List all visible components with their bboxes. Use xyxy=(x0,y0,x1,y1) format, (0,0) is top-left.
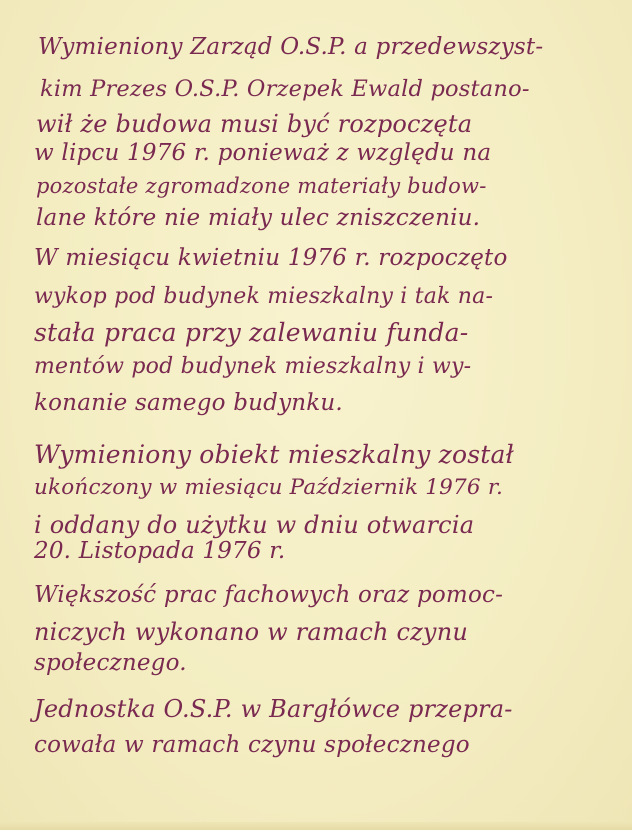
text-line-8: wykop pod budynek mieszkalny i tak na- xyxy=(34,284,494,309)
text-line-17: niczych wykonano w ramach czynu xyxy=(34,618,469,646)
text-line-16: Większość prac fachowych oraz pomoc- xyxy=(34,582,504,608)
text-line-19: Jednostka O.S.P. w Bargłówce przepra- xyxy=(34,695,513,723)
text-line-7: W miesiącu kwietniu 1976 r. rozpoczęto xyxy=(34,245,508,271)
text-line-5: pozostałe zgromadzone materiały budow- xyxy=(36,174,487,198)
text-line-14: i oddany do użytku w dniu otwarcia xyxy=(34,511,475,539)
text-line-15: 20. Listopada 1976 r. xyxy=(34,538,286,564)
text-line-4: w lipcu 1976 r. ponieważ z względu na xyxy=(34,140,492,166)
text-line-10: mentów pod budynek mieszkalny i wy- xyxy=(34,354,472,379)
text-line-11: konanie samego budynku. xyxy=(34,390,343,416)
text-line-18: społecznego. xyxy=(34,650,187,676)
text-line-20: cowała w ramach czynu społecznego xyxy=(34,732,470,758)
text-line-9: stała praca przy zalewaniu funda- xyxy=(34,318,469,347)
text-line-1: Wymieniony Zarząd O.S.P. a przedewszyst- xyxy=(38,34,544,60)
text-line-12: Wymieniony obiekt mieszkalny został xyxy=(34,440,514,469)
text-line-13: ukończony w miesiącu Październik 1976 r. xyxy=(34,475,503,500)
text-line-2: kim Prezes O.S.P. Orzepek Ewald postano- xyxy=(40,76,530,102)
text-line-6: lane które nie miały ulec zniszczeniu. xyxy=(36,205,481,231)
text-line-3: wił że budowa musi być rozpoczęta xyxy=(36,110,473,138)
